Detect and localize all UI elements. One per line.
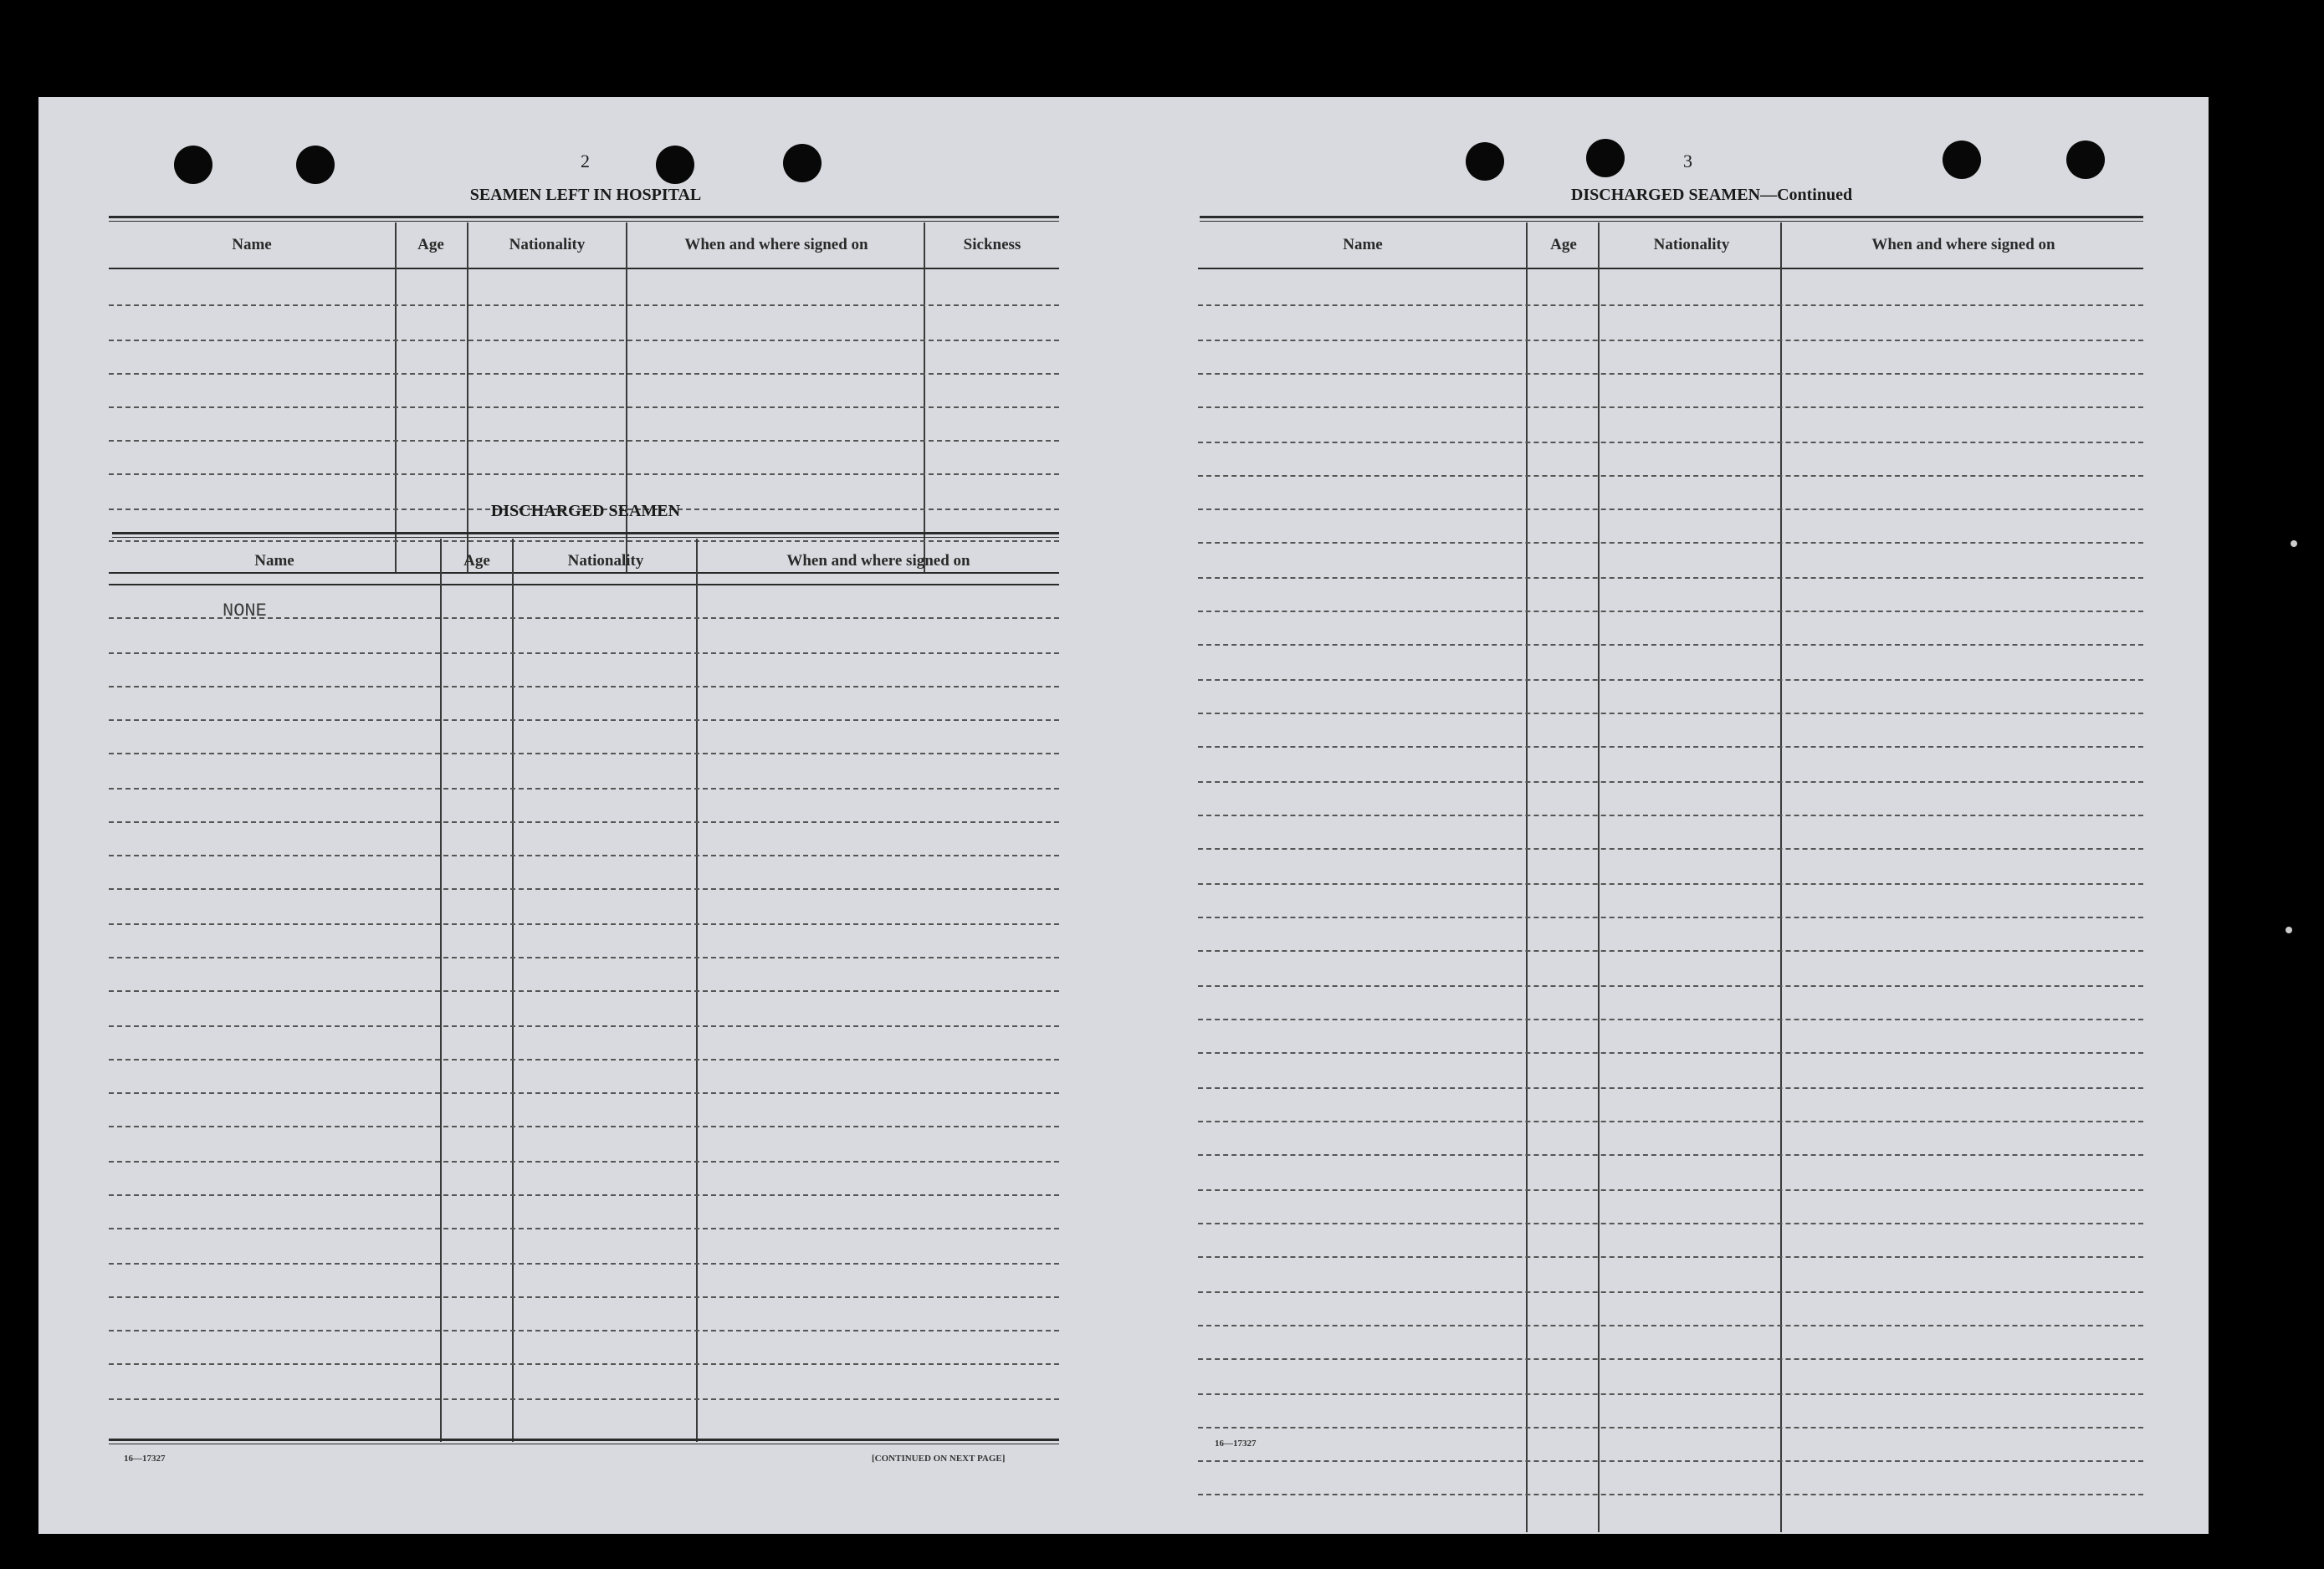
punch-hole <box>1466 142 1504 181</box>
column-divider <box>924 222 925 574</box>
table-top-rule <box>112 532 1059 534</box>
row-line <box>109 1194 1059 1196</box>
row-line <box>1198 304 2143 306</box>
column-header: Name <box>1343 236 1383 253</box>
row-line <box>1198 1087 2143 1089</box>
column-header: Nationality <box>509 236 586 253</box>
header-underline <box>1198 268 2143 269</box>
column-header: Sickness <box>963 236 1021 253</box>
row-line <box>109 1398 1059 1400</box>
punch-hole <box>174 146 212 184</box>
row-line <box>109 1161 1059 1163</box>
column-header: Nationality <box>567 552 644 570</box>
punch-hole <box>2066 141 2105 179</box>
row-line <box>109 990 1059 992</box>
hospital-section-title: SEAMEN LEFT IN HOSPITAL <box>469 186 702 204</box>
row-line <box>1198 950 2143 952</box>
row-line <box>1198 373 2143 375</box>
row-line <box>1198 883 2143 885</box>
punch-hole <box>1586 139 1625 177</box>
row-line <box>1198 1256 2143 1258</box>
column-header: Age <box>1550 236 1577 253</box>
row-line <box>1198 475 2143 477</box>
column-header: When and where signed on <box>684 236 868 253</box>
column-header: Age <box>463 552 490 570</box>
row-line <box>1198 406 2143 408</box>
row-line <box>109 855 1059 856</box>
row-line <box>1198 917 2143 918</box>
column-divider <box>626 222 627 574</box>
row-line <box>109 1263 1059 1265</box>
row-line <box>1198 1427 2143 1428</box>
column-header: Age <box>417 236 444 253</box>
row-line <box>109 1025 1059 1027</box>
row-line <box>1198 1019 2143 1020</box>
row-line <box>1198 509 2143 510</box>
row-line <box>1198 985 2143 987</box>
column-divider <box>467 222 468 574</box>
row-line <box>109 440 1059 442</box>
row-line <box>109 304 1059 306</box>
row-line <box>109 888 1059 890</box>
row-line <box>109 1363 1059 1365</box>
row-line <box>109 686 1059 687</box>
table-top-rule <box>1200 216 2143 218</box>
row-line <box>109 406 1059 408</box>
row-line <box>1198 1154 2143 1156</box>
row-line <box>109 1126 1059 1127</box>
row-line <box>109 652 1059 654</box>
column-divider <box>1598 222 1600 1532</box>
row-line <box>109 753 1059 754</box>
row-line <box>1198 1052 2143 1054</box>
row-line <box>1198 1494 2143 1495</box>
row-line <box>1198 1460 2143 1462</box>
row-line <box>1198 644 2143 646</box>
continued-note: [CONTINUED ON NEXT PAGE] <box>872 1454 1006 1464</box>
header-underline <box>109 584 1059 585</box>
header-underline <box>109 268 1059 269</box>
column-header: When and where signed on <box>1871 236 2055 253</box>
row-line <box>109 540 1059 542</box>
row-line <box>109 1092 1059 1094</box>
page-number: 2 <box>581 151 590 171</box>
table-bottom-rule <box>109 1439 1059 1441</box>
form-number: 16—17327 <box>124 1454 166 1464</box>
row-line <box>109 957 1059 958</box>
document-sheet <box>38 97 2209 1534</box>
row-line <box>109 1330 1059 1331</box>
row-line <box>1198 542 2143 544</box>
row-line <box>1198 1189 2143 1191</box>
row-line <box>1198 340 2143 341</box>
row-line <box>1198 577 2143 579</box>
continued-section-title <box>1486 186 1938 205</box>
row-line <box>1198 1223 2143 1224</box>
form-number: 16—17327 <box>1215 1439 1257 1449</box>
row-line <box>109 923 1059 925</box>
row-line <box>109 1228 1059 1229</box>
scan-speck <box>2286 927 2292 933</box>
row-line <box>1198 442 2143 443</box>
row-line <box>109 1296 1059 1298</box>
title-main: DISCHARGED SEAMEN <box>1570 186 1761 204</box>
row-line <box>109 821 1059 823</box>
page-number: 3 <box>1683 151 1692 171</box>
row-line <box>1198 1393 2143 1395</box>
discharged-section-title: DISCHARGED SEAMEN <box>490 502 681 520</box>
row-line <box>109 373 1059 375</box>
row-line <box>1198 679 2143 681</box>
row-line <box>1198 1325 2143 1326</box>
punch-hole <box>296 146 335 184</box>
punch-hole <box>1943 141 1981 179</box>
row-line <box>1198 1358 2143 1360</box>
row-line <box>109 788 1059 790</box>
column-divider <box>1780 222 1782 1532</box>
column-header: Nationality <box>1653 236 1730 253</box>
column-divider <box>395 222 397 574</box>
row-line <box>1198 1121 2143 1122</box>
row-line <box>1198 815 2143 816</box>
table-bottom-rule <box>109 572 1059 574</box>
row-line <box>1198 781 2143 783</box>
punch-hole <box>656 146 694 184</box>
row-line <box>109 617 1059 619</box>
row-line <box>109 1059 1059 1060</box>
table-top-rule <box>109 216 1059 218</box>
discharged-entry: NONE <box>223 601 267 621</box>
row-line <box>1198 746 2143 748</box>
row-line <box>109 473 1059 475</box>
punch-hole <box>783 144 822 182</box>
column-divider <box>1526 222 1528 1532</box>
column-header: Name <box>232 236 272 253</box>
row-line <box>109 719 1059 721</box>
column-header: Name <box>254 552 294 570</box>
row-line <box>109 340 1059 341</box>
title-continued: —Continued <box>1760 186 1853 204</box>
row-line <box>1198 713 2143 714</box>
row-line <box>1198 1291 2143 1293</box>
scan-speck <box>2291 540 2297 547</box>
row-line <box>1198 611 2143 612</box>
row-line <box>1198 848 2143 850</box>
column-header: When and where signed on <box>786 552 970 570</box>
